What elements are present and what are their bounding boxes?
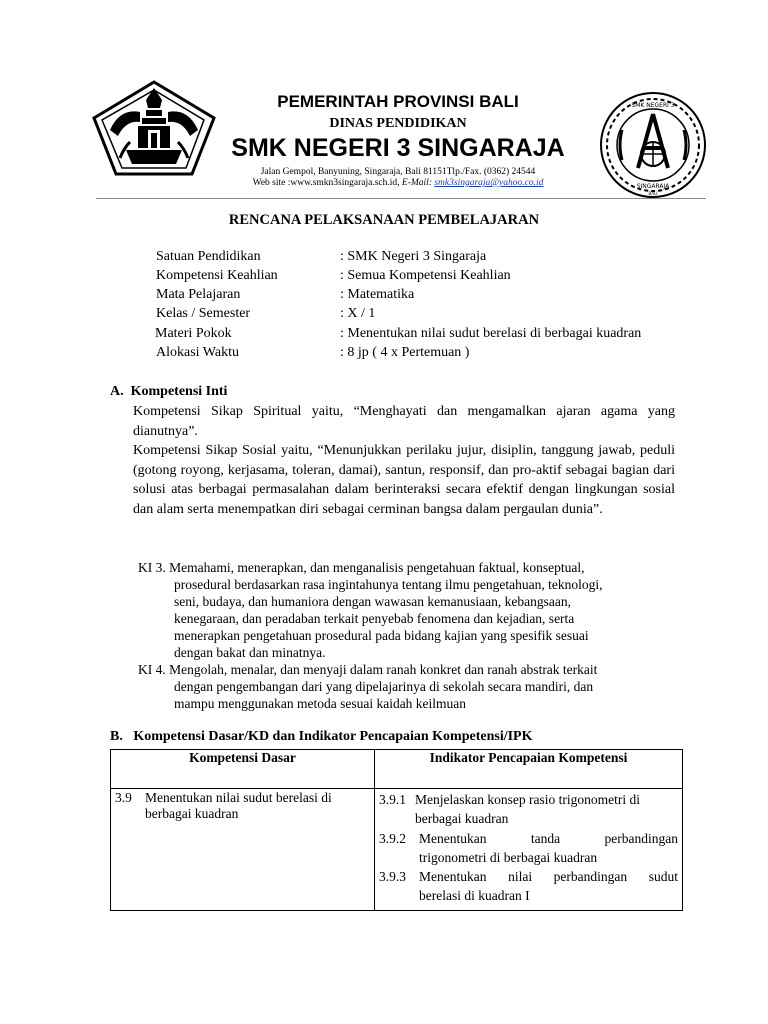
header-address: Jalan Gempol, Banyuning, Singaraja, Bali 81151Tlp./Fax. (0362) 24544 <box>260 167 536 177</box>
header-department: DINAS PENDIDIKAN <box>329 116 467 131</box>
ki1-paragraph: Kompetensi Sikap Spiritual yaitu, “Menghayati dan mengamalkan ajaran agama yang dianutnya”. <box>133 404 675 439</box>
ipk-number: 3.9.2 <box>379 830 406 846</box>
meta-value: : Semua Kompetensi Keahlian <box>340 268 511 283</box>
meta-label: Materi Pokok <box>155 326 232 341</box>
bali-province-emblem-icon <box>90 78 218 178</box>
ipk-text: berbagai kuadran <box>415 811 509 827</box>
header-school-name: SMK NEGERI 3 SINGARAJA <box>231 134 565 162</box>
meta-label: Kelas / Semester <box>156 306 251 321</box>
document-title: RENCANA PELAKSANAAN PEMBELAJARAN <box>228 212 540 228</box>
ki3-line: kenegaraan, dan peradaban terkait penyebab fenomena dan kejadian, serta <box>174 611 575 626</box>
ipk-item <box>379 790 678 829</box>
ipk-text: Menentukan tanda perbandingan <box>419 830 678 846</box>
ki4-line: mampu menggunakan metoda sesuai kaidah keilmuan <box>174 696 467 711</box>
kd-ipk-table <box>110 749 683 911</box>
meta-label: Kompetensi Keahlian <box>156 268 278 283</box>
header-divider <box>96 198 706 199</box>
header-website: Web site :www.smkn3singaraja.sch.id, <box>252 178 402 188</box>
ki2-paragraph: Kompetensi Sikap Sosial yaitu, “Menunjukkan perilaku jujur, disiplin, tanggung jawab, peduli (gotong royong, kerjasama, toleran, damai), santun, responsif, dan pro-aktif sebagai bagian dari solusi atas berbagai permasalahan dalam berinteraksi secara efektif dengan lingkungan sosial dan alam serta menempatkan diri sebagai cerminan bangsa dalam pergaulan dunia”. <box>133 443 675 517</box>
ipk-text: Menjelaskan konsep rasio trigonometri di <box>415 792 640 807</box>
ipk-text: Menentukan nilai perbandingan sudut <box>419 869 678 885</box>
table-row <box>111 789 683 911</box>
header-email-link[interactable]: smk3singaraja@yahoo.co.id <box>434 178 544 188</box>
ipk-number: 3.9.3 <box>379 869 406 885</box>
column-header: Kompetensi Dasar <box>111 750 375 789</box>
kd-cell <box>111 789 375 911</box>
meta-value: : 8 jp ( 4 x Pertemuan ) <box>340 345 470 360</box>
section-b-title: B. Kompetensi Dasar/KD dan Indikator Pencapaian Kompetensi/IPK <box>110 729 533 744</box>
meta-label: Mata Pelajaran <box>156 287 241 302</box>
header-email-label: E-Mail: <box>401 178 435 188</box>
emblem-text-small: BALI <box>648 191 658 196</box>
ki4-line: KI 4. Mengolah, menalar, dan menyaji dalam ranah konkret dan ranah abstrak terkait <box>138 662 598 677</box>
column-header: Indikator Pencapaian Kompetensi <box>375 750 683 789</box>
table-header-row <box>111 750 683 789</box>
ki3-line: seni, budaya, dan humaniora dengan wawasan kemanusiaan, kebangsaan, <box>174 594 571 609</box>
meta-label: Alokasi Waktu <box>156 345 239 360</box>
meta-value: : SMK Negeri 3 Singaraja <box>340 249 487 264</box>
ipk-cell <box>375 789 683 911</box>
meta-value: : Matematika <box>340 287 415 302</box>
emblem-text-bottom: SINGARAJA <box>636 183 670 190</box>
ki3-line: menerapkan pengetahuan prosedural pada bidang kajian yang spesifik sesuai <box>174 628 589 643</box>
ki3-line: dengan bakat dan minatnya. <box>174 645 326 660</box>
ki3-line: prosedural berdasarkan rasa ingintahunya tentang ilmu pengetahuan, teknologi, <box>174 577 603 592</box>
ipk-item <box>379 829 678 868</box>
ki3-line: KI 3. Memahami, menerapkan, dan menganalisis pengetahuan faktual, konseptual, <box>138 560 585 575</box>
header-government: PEMERINTAH PROVINSI BALI <box>277 92 519 111</box>
kd-text: Menentukan nilai sudut berelasi di <box>145 790 332 805</box>
kd-item <box>115 790 370 822</box>
ipk-text: berelasi di kuadran I <box>419 888 530 904</box>
meta-label: Satuan Pendidikan <box>156 249 261 264</box>
ipk-item <box>379 867 678 906</box>
ki4-line: dengan pengembangan dari yang dipelajarinya di sekolah secara mandiri, dan <box>174 679 594 694</box>
smk-school-emblem-icon <box>598 90 708 200</box>
emblem-text-top: SMK NEGERI 3 <box>631 102 675 109</box>
ipk-number: 3.9.1 <box>379 792 406 807</box>
meta-value: : Menentukan nilai sudut berelasi di berbagai kuadran <box>340 326 642 341</box>
ipk-text: trigonometri di berbagai kuadran <box>419 849 598 865</box>
section-a-title: A. Kompetensi Inti <box>110 384 228 399</box>
meta-value: : X / 1 <box>340 306 376 321</box>
kd-text: berbagai kuadran <box>145 806 239 821</box>
kd-number: 3.9 <box>115 790 132 805</box>
header-web-email <box>228 178 568 188</box>
